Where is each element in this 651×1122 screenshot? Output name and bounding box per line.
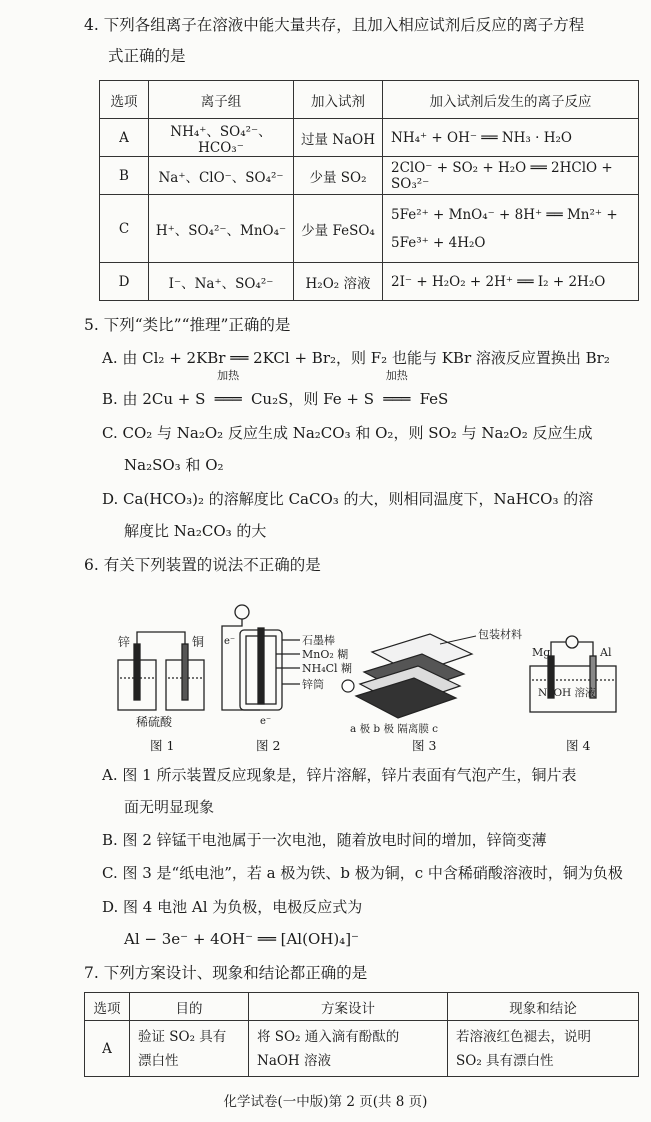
fig3-ammeter — [342, 680, 354, 692]
fig3-electrodes-label: a 极 b 极 隔离膜 c — [350, 723, 439, 735]
q4-row-a-option: A — [100, 119, 149, 157]
fig2-wire-left — [222, 619, 260, 710]
q4-row-a-reagent: 过量 NaOH — [294, 119, 383, 157]
q4-stem-line1: 4. 下列各组离子在溶液中能大量共存，且加入相应试剂后反应的离子方程 — [84, 16, 585, 34]
fig2-graphite-label: 石墨棒 — [302, 634, 335, 647]
fig1-copper-label: 铜 — [192, 635, 205, 649]
q7-row-a-purpose-line1: 验证 SO₂ 具有 — [138, 1028, 227, 1045]
q7-stem: 7. 下列方案设计、现象和结论都正确的是 — [84, 964, 368, 982]
table-row — [100, 195, 639, 263]
fig2-dry-cell — [222, 605, 300, 710]
q5-option-b-arrow1: 加热 ═══ — [210, 384, 246, 415]
q6-option-a-line1: A. 图 1 所示装置反应现象是，锌片溶解，锌片表面有气泡产生，铜片表 — [102, 766, 577, 784]
q5-option-b — [102, 369, 638, 415]
q6-option-c: C. 图 3 是“纸电池”，若 a 极为铁、b 极为铜，c 中含稀硝酸溶液时，铜为负极 — [102, 864, 623, 882]
q5-option-b-part2: Cu₂S，则 Fe + S — [250, 390, 374, 408]
q7-header-option: 选项 — [85, 993, 130, 1021]
q5-option-d-line2: 解度比 Na₂CO₃ 的大 — [124, 522, 267, 540]
fig1-acid-label: 稀硫酸 — [136, 715, 173, 729]
q5-option-a: A. 由 Cl₂ + 2KBr ══ 2KCl + Br₂，则 F₂ 也能与 KBr 溶液反应置换出 Br₂ — [102, 349, 610, 367]
fig3-pointer-packaging — [440, 636, 476, 644]
q6-figures-svg — [110, 600, 630, 760]
fig4-naoh-label: NaOH 溶液 — [538, 687, 596, 699]
q7-table-header — [85, 993, 639, 1021]
q7-row-a-result — [448, 1021, 639, 1077]
q4-row-c-ions: H⁺、SO₄²⁻、MnO₄⁻ — [149, 195, 294, 263]
fig4-al-label: Al — [600, 646, 612, 659]
table-row — [100, 157, 639, 195]
fig1-caption: 图 1 — [150, 738, 175, 753]
q4-stem-line2: 式正确的是 — [108, 47, 186, 65]
fig4-caption: 图 4 — [566, 738, 591, 753]
q4-row-b-option: B — [100, 157, 149, 195]
fig3-caption: 图 3 — [412, 738, 437, 753]
q4-table-header — [100, 81, 639, 119]
q7-header-purpose: 目的 — [130, 993, 249, 1021]
q5-stem: 5. 下列“类比”“推理”正确的是 — [84, 316, 291, 334]
q7-row-a-design-line2: NaOH 溶液 — [257, 1052, 331, 1069]
q4-row-d-option: D — [100, 263, 149, 301]
fig1-copper-electrode — [182, 644, 188, 700]
q4-row-c-option: C — [100, 195, 149, 263]
q4-row-b-reaction: 2ClO⁻ + SO₂ + H₂O ══ 2HClO + SO₃²⁻ — [383, 157, 639, 195]
fig2-electron-label-top: e⁻ — [224, 636, 236, 647]
q7-header-design: 方案设计 — [249, 993, 448, 1021]
fig2-graphite-rod — [258, 628, 264, 704]
q7-row-a-design — [249, 1021, 448, 1077]
fig1-wire — [137, 632, 185, 644]
fig1-zinc-label: 锌 — [118, 635, 131, 649]
fig2-zinc-can-label: 锌筒 — [302, 678, 324, 691]
q7-row-a-purpose-line2: 漂白性 — [138, 1052, 179, 1069]
fig4-mg-label: Mg — [532, 646, 551, 659]
page-footer: 化学试卷(一中版)第 2 页(共 8 页) — [223, 1094, 428, 1110]
q6-figures — [110, 600, 630, 760]
q7-table — [84, 992, 639, 1077]
q5-option-d-line1: D. Ca(HCO₃)₂ 的溶解度比 CaCO₃ 的大，则相同温度下，NaHCO₃ 的溶 — [102, 490, 594, 508]
fig2-mno2-label: MnO₂ 糊 — [302, 648, 349, 661]
q5-option-c-line2: Na₂SO₃ 和 O₂ — [124, 456, 224, 474]
q4-row-c-reagent: 少量 FeSO₄ — [294, 195, 383, 263]
q4-row-d-reagent: H₂O₂ 溶液 — [294, 263, 383, 301]
q7-row-a-result-line1: 若溶液红色褪去，说明 — [456, 1028, 591, 1045]
fig1-zinc-electrode — [134, 644, 140, 700]
q4-row-c-reaction-line2: 5Fe³⁺ + 4H₂O — [391, 234, 486, 251]
q7-row-a-purpose — [130, 1021, 249, 1077]
q4-row-a-ions: NH₄⁺、SO₄²⁻、HCO₃⁻ — [149, 119, 294, 157]
q5-option-b-part1: B. 由 2Cu + S — [102, 390, 206, 408]
table-row — [100, 263, 639, 301]
q7-row-a-option: A — [85, 1021, 130, 1077]
q5-option-b-condition2: 加热 — [385, 369, 408, 382]
q6-option-b: B. 图 2 锌锰干电池属于一次电池，随着放电时间的增加，锌筒变薄 — [102, 831, 547, 849]
q4-row-c-reaction — [383, 195, 639, 263]
q6-option-d-line2: Al − 3e⁻ + 4OH⁻ ══ [Al(OH)₄]⁻ — [124, 930, 359, 948]
fig3-packaging-label: 包装材料 — [478, 628, 522, 641]
fig2-caption: 图 2 — [256, 738, 281, 753]
q7-row-a-result-line2: SO₂ 具有漂白性 — [456, 1052, 554, 1069]
q7-header-result: 现象和结论 — [448, 993, 639, 1021]
q4-row-d-ions: I⁻、Na⁺、SO₄²⁻ — [149, 263, 294, 301]
table-row — [85, 1021, 639, 1077]
q4-row-b-reagent: 少量 SO₂ — [294, 157, 383, 195]
q4-header-reagent: 加入试剂 — [294, 81, 383, 119]
q4-header-reaction: 加入试剂后发生的离子反应 — [383, 81, 639, 119]
fig2-nh4cl-label: NH₄Cl 糊 — [302, 662, 353, 675]
q4-header-option: 选项 — [100, 81, 149, 119]
fig2-electron-label-bottom: e⁻ — [260, 716, 272, 727]
q4-header-ions: 离子组 — [149, 81, 294, 119]
fig2-bulb — [235, 605, 249, 619]
q4-row-a-reaction: NH₄⁺ + OH⁻ ══ NH₃ · H₂O — [383, 119, 639, 157]
q6-option-d-line1: D. 图 4 电池 Al 为负极，电极反应式为 — [102, 898, 363, 916]
q6-option-a-line2: 面无明显现象 — [124, 798, 215, 816]
q7-row-a-design-line1: 将 SO₂ 通入滴有酚酞的 — [257, 1028, 400, 1045]
q4-row-d-reaction: 2I⁻ + H₂O₂ + 2H⁺ ══ I₂ + 2H₂O — [383, 263, 639, 301]
fig3-paper-battery — [342, 634, 472, 718]
fig4-ammeter — [566, 636, 578, 648]
q6-stem: 6. 有关下列装置的说法不正确的是 — [84, 556, 321, 574]
q5-option-b-part3: FeS — [419, 390, 449, 408]
q5-option-b-arrow2: 加热 ═══ — [379, 384, 415, 415]
q4-table — [99, 80, 639, 301]
q4-row-c-reaction-line1: 5Fe²⁺ + MnO₄⁻ + 8H⁺ ══ Mn²⁺ + — [391, 206, 618, 223]
q4-row-b-ions: Na⁺、ClO⁻、SO₄²⁻ — [149, 157, 294, 195]
q5-option-c-line1: C. CO₂ 与 Na₂O₂ 反应生成 Na₂CO₃ 和 O₂，则 SO₂ 与 Na₂O₂ 反应生成 — [102, 424, 593, 442]
q5-option-b-condition1: 加热 — [217, 369, 240, 382]
table-row — [100, 119, 639, 157]
